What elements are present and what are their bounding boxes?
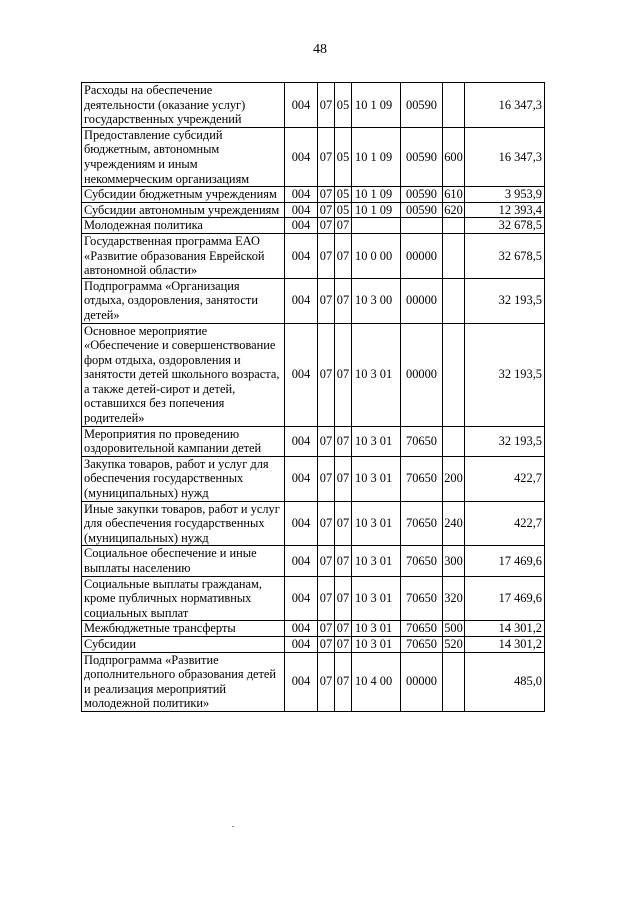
row-pr: 07 xyxy=(335,323,352,426)
row-sum: 16 347,3 xyxy=(465,83,545,128)
row-sum: 32 193,5 xyxy=(465,278,545,323)
row-vr xyxy=(443,652,465,711)
row-csr: 10 3 01 xyxy=(352,501,401,546)
row-pr: 05 xyxy=(335,83,352,128)
row-name: Мероприятия по проведению оздоровительной кампании детей xyxy=(82,426,285,456)
row-vr: 240 xyxy=(443,501,465,546)
row-csr: 10 4 00 xyxy=(352,652,401,711)
row-rz: 07 xyxy=(318,83,335,128)
row-pr: 07 xyxy=(335,278,352,323)
row-code: 00590 xyxy=(401,187,443,203)
row-code xyxy=(401,218,443,234)
row-rz: 07 xyxy=(318,127,335,186)
row-gr: 004 xyxy=(285,636,318,652)
row-rz: 07 xyxy=(318,218,335,234)
row-code: 00590 xyxy=(401,127,443,186)
table-row xyxy=(82,546,545,576)
row-name: Молодежная политика xyxy=(82,218,285,234)
row-sum: 14 301,2 xyxy=(465,636,545,652)
row-pr: 07 xyxy=(335,636,352,652)
row-vr: 300 xyxy=(443,546,465,576)
row-name: Подпрограмма «Развитие дополнительного образования детей и реализация мероприятий молодежной политики» xyxy=(82,652,285,711)
row-pr: 07 xyxy=(335,576,352,621)
row-name: Закупка товаров, работ и услуг для обеспечения государственных (муниципальных) нужд xyxy=(82,456,285,501)
table-row xyxy=(82,426,545,456)
table-row xyxy=(82,456,545,501)
row-name: Государственная программа ЕАО «Развитие образования Еврейской автономной области» xyxy=(82,233,285,278)
row-gr: 004 xyxy=(285,576,318,621)
row-gr: 004 xyxy=(285,202,318,218)
row-csr: 10 1 09 xyxy=(352,202,401,218)
row-vr: 610 xyxy=(444,187,463,202)
table-row xyxy=(82,218,545,234)
row-vr xyxy=(443,426,465,456)
row-rz: 07 xyxy=(318,426,335,456)
row-gr: 004 xyxy=(285,218,318,234)
row-name: Расходы на обеспечение деятельности (оказание услуг) государственных учреждений xyxy=(82,83,285,128)
table-row xyxy=(82,636,545,652)
row-gr: 004 xyxy=(285,233,318,278)
row-gr: 004 xyxy=(285,621,318,637)
row-gr: 004 xyxy=(285,501,318,546)
row-name: Субсидии бюджетным учреждениям xyxy=(82,187,285,203)
row-name: Подпрограмма «Организация отдыха, оздоровления, занятости детей» xyxy=(82,278,285,323)
row-pr: 05 xyxy=(335,127,352,186)
row-sum: 16 347,3 xyxy=(465,127,545,186)
row-code: 70650 xyxy=(401,456,443,501)
row-pr: 07 xyxy=(335,456,352,501)
row-sum: 32 678,5 xyxy=(465,218,545,234)
page-number: 48 xyxy=(313,42,327,57)
row-gr: 004 xyxy=(285,546,318,576)
row-name: Иные закупки товаров, работ и услуг для обеспечения государственных (муниципальных) нужд xyxy=(82,501,285,546)
row-csr: 10 1 09 xyxy=(352,187,401,203)
row-rz: 07 xyxy=(318,621,335,637)
row-name: Предоставление субсидий бюджетным, автономным учреждениям и иным некоммерческим организациям xyxy=(82,127,285,186)
row-code: 00000 xyxy=(401,233,443,278)
table-row xyxy=(82,576,545,621)
budget-table-body xyxy=(82,83,545,712)
row-pr: 07 xyxy=(335,426,352,456)
row-gr: 004 xyxy=(285,278,318,323)
row-vr: 320 xyxy=(443,576,465,621)
row-pr: 05 xyxy=(335,202,352,218)
row-csr: 10 0 00 xyxy=(352,233,401,278)
row-pr: 07 xyxy=(335,546,352,576)
row-csr xyxy=(352,218,401,234)
table-row xyxy=(82,202,545,218)
row-sum: 32 193,5 xyxy=(465,323,545,426)
row-csr: 10 3 01 xyxy=(352,456,401,501)
row-pr: 07 xyxy=(335,652,352,711)
row-code: 70650 xyxy=(401,426,443,456)
row-csr: 10 3 01 xyxy=(352,426,401,456)
row-code: 70650 xyxy=(401,546,443,576)
row-code: 00000 xyxy=(401,323,443,426)
row-vr xyxy=(443,278,465,323)
row-pr: 05 xyxy=(335,187,352,203)
row-code: 70650 xyxy=(401,636,443,652)
table-row xyxy=(82,233,545,278)
row-gr: 004 xyxy=(285,127,318,186)
row-sum: 12 393,4 xyxy=(465,202,545,218)
row-csr: 10 3 01 xyxy=(352,621,401,637)
row-name: Субсидии xyxy=(82,636,285,652)
row-name: Основное мероприятие «Обеспечение и совершенствование форм отдыха, оздоровления и занятости детей школьного возраста, а также детей-сирот и детей, оставшихся без попечения родителей» xyxy=(82,323,285,426)
table-row xyxy=(82,127,545,186)
row-rz: 07 xyxy=(318,278,335,323)
row-code: 00000 xyxy=(401,278,443,323)
row-csr: 10 1 09 xyxy=(352,83,401,128)
row-vr: 500 xyxy=(444,621,463,636)
row-vr xyxy=(443,83,465,128)
row-sum: 422,7 xyxy=(465,456,545,501)
row-pr: 07 xyxy=(335,233,352,278)
row-csr: 10 3 00 xyxy=(352,278,401,323)
row-sum: 14 301,2 xyxy=(465,621,545,637)
row-name: Социальные выплаты гражданам, кроме публичных нормативных социальных выплат xyxy=(82,576,285,621)
row-code: 70650 xyxy=(401,621,443,637)
row-pr: 07 xyxy=(335,218,352,234)
row-sum: 3 953,9 xyxy=(465,187,545,203)
row-rz: 07 xyxy=(318,456,335,501)
table-row xyxy=(82,278,545,323)
row-code: 00590 xyxy=(401,202,443,218)
row-sum: 485,0 xyxy=(465,652,545,711)
row-vr xyxy=(443,218,465,234)
row-rz: 07 xyxy=(318,323,335,426)
row-rz: 07 xyxy=(318,202,335,218)
row-vr: 200 xyxy=(443,456,465,501)
row-rz: 07 xyxy=(318,576,335,621)
row-csr: 10 3 01 xyxy=(352,323,401,426)
row-rz: 07 xyxy=(318,187,335,203)
row-sum: 17 469,6 xyxy=(465,546,545,576)
row-csr: 10 3 01 xyxy=(352,636,401,652)
budget-table xyxy=(81,82,545,712)
row-name: Социальное обеспечение и иные выплаты населению xyxy=(82,546,285,576)
row-vr: 600 xyxy=(443,127,465,186)
row-gr: 004 xyxy=(285,83,318,128)
row-gr: 004 xyxy=(285,426,318,456)
table-row xyxy=(82,652,545,711)
row-gr: 004 xyxy=(285,187,318,203)
row-sum: 422,7 xyxy=(465,501,545,546)
row-pr: 07 xyxy=(335,621,352,637)
row-code: 70650 xyxy=(401,576,443,621)
row-name: Субсидии автономным учреждениям xyxy=(82,202,285,218)
row-rz: 07 xyxy=(318,652,335,711)
row-gr: 004 xyxy=(285,456,318,501)
row-rz: 07 xyxy=(318,636,335,652)
row-pr: 07 xyxy=(335,501,352,546)
row-vr: 520 xyxy=(444,636,463,651)
row-sum: 17 469,6 xyxy=(465,576,545,621)
row-csr: 10 3 01 xyxy=(352,546,401,576)
row-gr: 004 xyxy=(285,652,318,711)
table-row xyxy=(82,621,545,637)
table-row xyxy=(82,187,545,203)
row-csr: 10 1 09 xyxy=(352,127,401,186)
row-name: Межбюджетные трансферты xyxy=(82,621,285,637)
table-row xyxy=(82,501,545,546)
row-rz: 07 xyxy=(318,233,335,278)
table-row xyxy=(82,83,545,128)
row-vr: 620 xyxy=(444,202,463,217)
row-vr xyxy=(443,233,465,278)
row-code: 00000 xyxy=(401,652,443,711)
scan-speck xyxy=(232,826,234,827)
row-sum: 32 193,5 xyxy=(465,426,545,456)
row-gr: 004 xyxy=(285,323,318,426)
table-row xyxy=(82,323,545,426)
row-csr: 10 3 01 xyxy=(352,576,401,621)
row-vr xyxy=(443,323,465,426)
row-code: 70650 xyxy=(401,501,443,546)
row-rz: 07 xyxy=(318,501,335,546)
row-sum: 32 678,5 xyxy=(465,233,545,278)
row-code: 00590 xyxy=(401,83,443,128)
row-rz: 07 xyxy=(318,546,335,576)
